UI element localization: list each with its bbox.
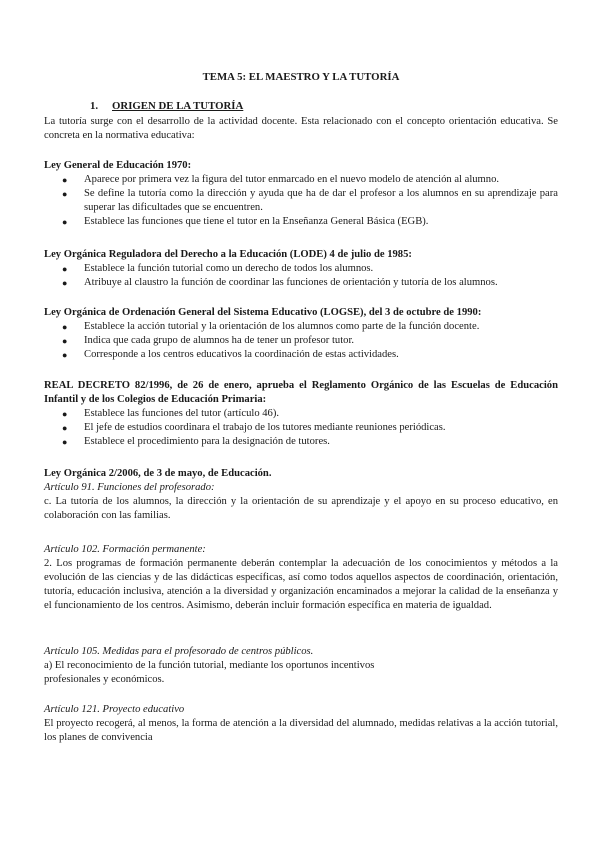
list-item: ● Indica que cada grupo de alumnos ha de tener un profesor tutor. xyxy=(62,335,355,346)
bullet-icon: ● xyxy=(62,423,68,433)
law-title: Ley Orgánica 2/2006, de 3 de mayo, de Educación. xyxy=(44,468,272,479)
bullet-icon: ● xyxy=(62,336,68,346)
intro-text: La tutoría surge con el desarrollo de la actividad docente. Esta relacionado con el concepto orientación educativa. Se concreta en la normativa educativa: xyxy=(44,116,558,141)
list-item: ● Se define la tutoría como la dirección y ayuda que ha de dar el profesor a los alumnos en su aprendizaje para superar las dificultades que se encuentren. xyxy=(62,188,558,213)
bullet-icon: ● xyxy=(62,175,68,185)
list-item: ● Establece las funciones del tutor (artículo 46). xyxy=(62,408,280,419)
article-121-heading: Artículo 121. Proyecto educativo xyxy=(44,704,185,715)
law-section-lode xyxy=(44,248,558,290)
bullet-list xyxy=(44,173,558,229)
article-105 xyxy=(44,645,558,687)
list-item: ● Corresponde a los centros educativos la coordinación de estas actividades. xyxy=(62,349,399,360)
law-section-logse xyxy=(44,306,558,362)
article-91-text: c. La tutoría de los alumnos, la dirección y la orientación de su aprendizaje y el apoyo en su proceso educativo, en colaboración con las familias. xyxy=(44,496,558,521)
article-121 xyxy=(44,703,558,745)
intro-paragraph xyxy=(44,115,558,143)
bullet-icon: ● xyxy=(62,264,68,274)
law-title: Ley General de Educación 1970: xyxy=(44,160,192,171)
bullet-icon: ● xyxy=(62,189,68,199)
article-102 xyxy=(44,543,558,613)
document-title: TEMA 5: EL MAESTRO Y LA TUTORÍA xyxy=(202,71,400,83)
article-105-line-1: a) El reconocimiento de la función tutorial, mediante los oportunos incentivos xyxy=(44,660,375,671)
list-item: ● Atribuye al claustro la función de coordinar las funciones de orientación y tutoría de los alumnos. xyxy=(62,277,498,288)
bullet-icon: ● xyxy=(62,278,68,288)
bullet-icon: ● xyxy=(62,350,68,360)
bullet-list xyxy=(44,407,558,449)
section-title: ORIGEN DE LA TUTORÍA xyxy=(112,100,244,112)
bullet-list xyxy=(44,320,558,362)
bullet-icon: ● xyxy=(62,322,68,332)
list-item: ● Establece las funciones que tiene el tutor en la Enseñanza General Básica (EGB). xyxy=(62,216,429,227)
article-105-heading: Artículo 105. Medidas para el profesorado de centros públicos. xyxy=(44,646,314,657)
article-91-heading: Artículo 91. Funciones del profesorado: xyxy=(44,482,215,493)
list-item: ● Aparece por primera vez la figura del tutor enmarcado en el nuevo modelo de atención al alumno. xyxy=(62,174,500,185)
bullet-icon: ● xyxy=(62,437,68,447)
law-section-real-decreto xyxy=(44,379,558,449)
article-102-text: 2. Los programas de formación permanente deberán contemplar la adecuación de los conocimientos y métodos a la evolución de las ciencias y de las didácticas específicas, así como todos aquellos aspectos de coordinación, orientación, tutoría, educación inclusiva, atención a la diversidad y organización encaminados a mejorar la calidad de la enseñanza y el funcionamiento de los centros. Asimismo, deberán incluir formación específica en materia de igualdad. xyxy=(44,558,558,611)
law-title: Ley Orgánica de Ordenación General del Sistema Educativo (LOGSE), del 3 de octubre de 1990: xyxy=(44,307,482,318)
list-item: ● Establece la función tutorial como un derecho de todos los alumnos. xyxy=(62,263,374,274)
law-title: Ley Orgánica Reguladora del Derecho a la Educación (LODE) 4 de julio de 1985: xyxy=(44,249,412,260)
bullet-icon: ● xyxy=(62,217,68,227)
list-item: ● El jefe de estudios coordinara el trabajo de los tutores mediante reuniones periódicas. xyxy=(62,422,446,433)
section-number: 1. xyxy=(90,100,99,112)
law-section-loe xyxy=(44,467,558,523)
article-105-line-2: profesionales y económicos. xyxy=(44,674,165,685)
law-section-1970 xyxy=(44,159,558,229)
section-heading xyxy=(90,99,243,113)
list-item: ● Establece el procedimiento para la designación de tutores. xyxy=(62,436,330,447)
bullet-list xyxy=(44,262,558,290)
bullet-icon: ● xyxy=(62,409,68,419)
list-item: ● Establece la acción tutorial y la orientación de los alumnos como parte de la función docente. xyxy=(62,321,480,332)
law-title: REAL DECRETO 82/1996, de 26 de enero, aprueba el Reglamento Orgánico de las Escuelas de Educación Infantil y de los Colegios de Educación Primaria: xyxy=(44,380,558,405)
article-121-text: El proyecto recogerá, al menos, la forma de atención a la diversidad del alumnado, medidas relativas a la acción tutorial, los planes de convivencia xyxy=(44,718,558,743)
article-102-heading: Artículo 102. Formación permanente: xyxy=(44,544,206,555)
